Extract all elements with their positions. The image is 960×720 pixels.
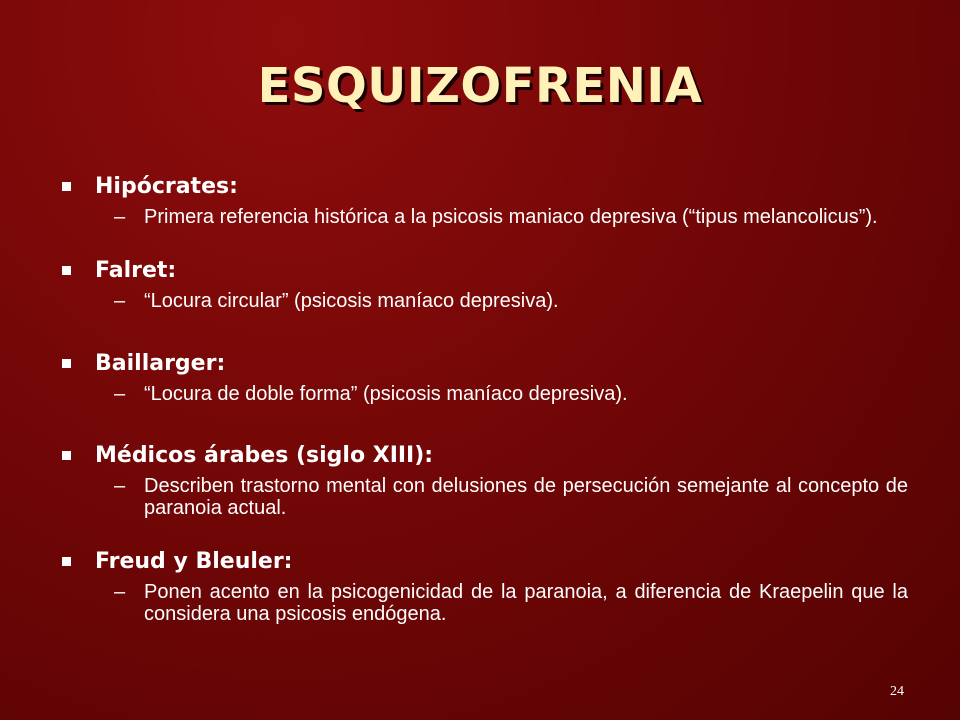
square-bullet-icon [62,359,71,368]
item-heading: Falret: [95,257,177,283]
item-detail: Describen trastorno mental con delusiones de persecución semejante al concepto de paranoia actual. [144,475,908,519]
list-item [62,166,908,228]
heading-row [62,250,908,290]
dash-icon: – [114,290,126,312]
square-bullet-icon [62,557,71,566]
bullet-list [62,166,908,647]
square-bullet-icon [62,451,71,460]
dash-icon: – [114,383,126,405]
dash-icon: – [114,581,126,603]
item-heading: Baillarger: [95,350,226,376]
slide-title: ESQUIZOFRENIA [257,58,703,114]
page-number: 24 [890,684,904,699]
sub-item [62,581,908,625]
heading-row [62,343,908,383]
sub-item [62,290,908,312]
item-heading: Freud y Bleuler: [95,548,293,574]
sub-item [62,206,908,228]
sub-item [62,475,908,519]
item-detail: “Locura circular” (psicosis maníaco depresiva). [144,290,559,312]
square-bullet-icon [62,266,71,275]
square-bullet-icon [62,182,71,191]
heading-row [62,166,908,206]
heading-row [62,435,908,475]
dash-icon: – [114,206,126,228]
item-detail: “Locura de doble forma” (psicosis maníaco depresiva). [144,383,628,405]
list-item [62,435,908,519]
item-heading: Médicos árabes (siglo XIII): [95,442,434,468]
list-item [62,250,908,312]
item-heading: Hipócrates: [95,173,238,199]
item-detail: Ponen acento en la psicogenicidad de la paranoia, a diferencia de Kraepelin que la considera una psicosis endógena. [144,581,908,625]
sub-item [62,383,908,405]
dash-icon: – [114,475,126,497]
list-item [62,541,908,625]
item-detail: Primera referencia histórica a la psicosis maniaco depresiva (“tipus melancolicus”). [144,206,878,228]
list-item [62,343,908,405]
heading-row [62,541,908,581]
